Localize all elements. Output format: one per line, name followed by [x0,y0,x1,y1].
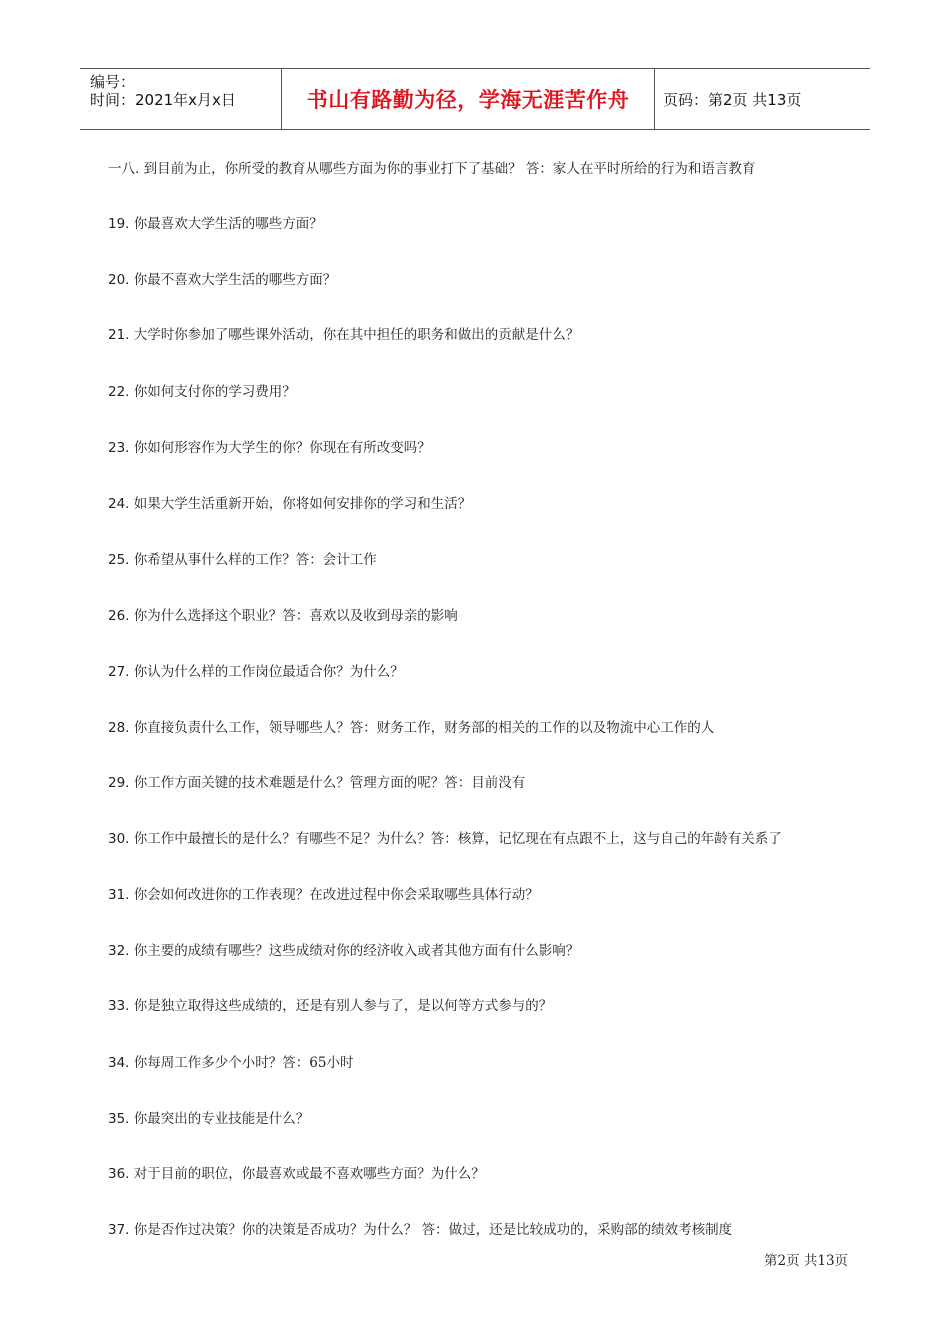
question-number: 28. [108,720,130,736]
question-number: 37. [108,1222,130,1238]
question-text: 你如何支付你的学习费用？ [129,384,296,400]
question-number: 27. [108,664,130,680]
question-item [108,716,908,736]
question-item [108,827,908,847]
question-item [108,939,908,959]
question-item [108,771,908,791]
question-number: 32. [108,943,130,959]
number-label: 编号： [90,73,136,91]
question-item [108,436,908,456]
time-label: 时间：2021年x月x日 [90,91,236,109]
question-number: 24. [108,496,130,512]
question-number: 19. [108,216,130,232]
question-text: 你最突出的专业技能是什么？ [129,1111,310,1127]
motto: 书山有路勤为径，学海无涯苦作舟 [306,88,630,112]
question-item [108,323,908,343]
question-item [108,1162,908,1182]
question-item [108,212,908,232]
question-text: 到目前为止，你所受的教育从哪些方面为你的事业打下了基础？ 答：家人在平时所给的行为和语言教育 [139,161,756,177]
header-page-cell [655,69,870,129]
question-text: 你主要的成绩有哪些？这些成绩对你的经济收入或者其他方面有什么影响？ [129,943,580,959]
question-text: 你工作方面关键的技术难题是什么？管理方面的呢？答：目前没有 [129,775,526,791]
question-item [108,660,908,680]
question-number: 33. [108,998,130,1014]
question-item [108,1107,908,1127]
question-item [108,994,908,1014]
header-motto-cell [281,69,655,129]
document-header [80,68,870,130]
question-text: 你是独立取得这些成绩的，还是有别人参与了，是以何等方式参与的？ [129,998,553,1014]
question-number: 35. [108,1111,130,1127]
question-number: 31. [108,887,130,903]
question-item [108,1218,908,1238]
question-item [108,268,908,288]
question-number: 22. [108,384,130,400]
question-item [108,604,908,624]
question-text: 你每周工作多少个小时？答：65小时 [129,1055,354,1071]
header-info-cell [80,69,280,129]
question-number: 25. [108,552,130,568]
question-text: 你如何形容作为大学生的你？你现在有所改变吗？ [129,440,431,456]
question-item [108,883,908,903]
question-text: 你工作中最擅长的是什么？有哪些不足？为什么？答：核算，记忆现在有点跟不上，这与自己的年龄有关系了 [129,831,782,847]
question-text: 你直接负责什么工作，领导哪些人？答：财务工作，财务部的相关的工作的以及物流中心工作的人 [129,720,715,736]
question-item [108,380,908,400]
question-number: 21. [108,327,130,343]
question-item [108,1051,908,1071]
question-text: 你为什么选择这个职业？答：喜欢以及收到母亲的影响 [129,608,458,624]
question-text: 大学时你参加了哪些课外活动，你在其中担任的职务和做出的贡献是什么？ [129,327,580,343]
question-number: 20. [108,272,130,288]
question-number: 26. [108,608,130,624]
question-text: 你最喜欢大学生活的哪些方面？ [129,216,323,232]
question-text: 你最不喜欢大学生活的哪些方面？ [129,272,337,288]
question-number: 一八. [108,161,140,177]
question-item [108,492,908,512]
question-number: 23. [108,440,130,456]
question-item [108,157,908,177]
question-text: 对于目前的职位，你最喜欢或最不喜欢哪些方面？为什么？ [129,1166,485,1182]
page-code: 页码：第2页 共13页 [663,90,802,109]
page-footer: 第2页 共13页 [764,1253,849,1269]
question-item [108,548,908,568]
question-number: 30. [108,831,130,847]
question-number: 36. [108,1166,130,1182]
question-text: 你认为什么样的工作岗位最适合你？为什么？ [129,664,404,680]
question-number: 29. [108,775,130,791]
question-text: 你是否作过决策？你的决策是否成功？为什么？ 答：做过，还是比较成功的，采购部的绩效考核制度 [129,1222,733,1238]
question-text: 你会如何改进你的工作表现？在改进过程中你会采取哪些具体行动？ [129,887,539,903]
question-number: 34. [108,1055,130,1071]
question-text: 你希望从事什么样的工作？答：会计工作 [129,552,377,568]
question-text: 如果大学生活重新开始，你将如何安排你的学习和生活？ [129,496,472,512]
